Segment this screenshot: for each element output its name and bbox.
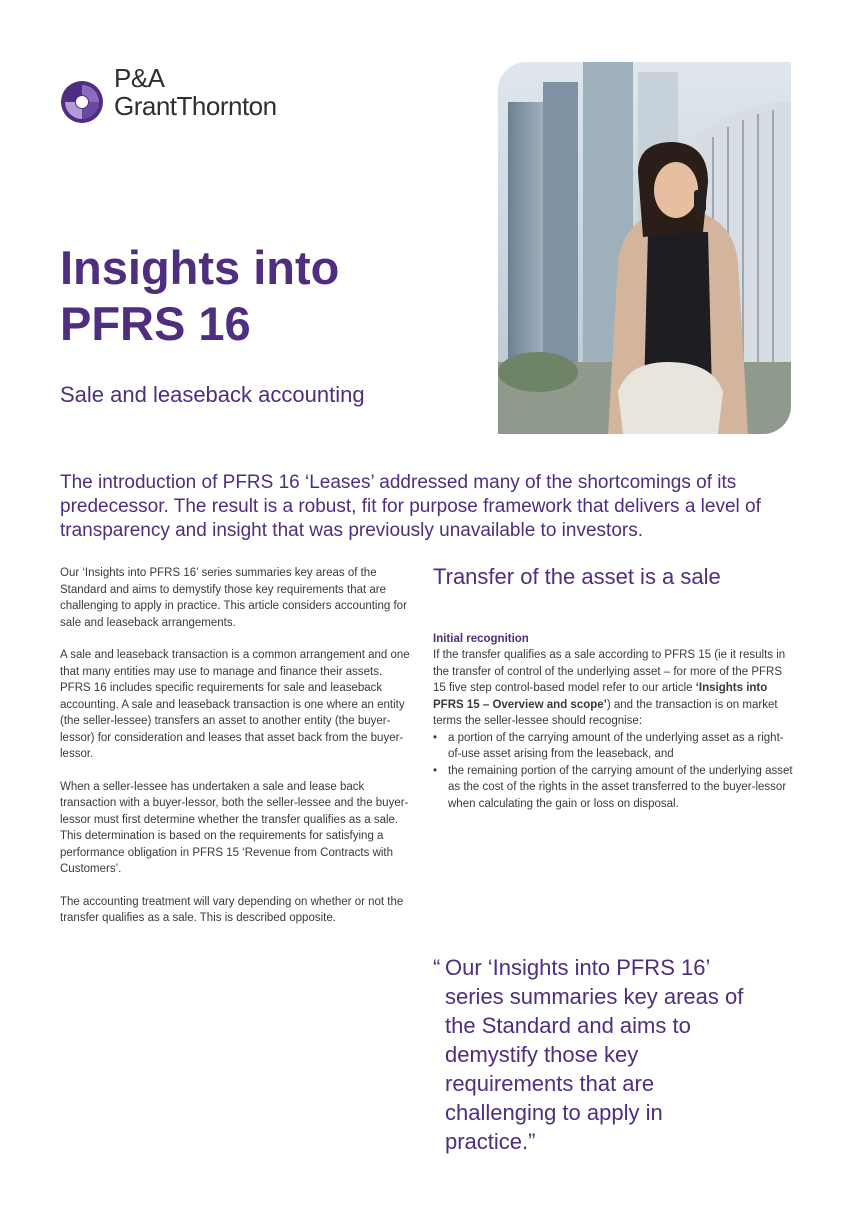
quote-text: Our ‘Insights into PFRS 16’ series summaries key areas of the Standard and aims to demystify those key requirements that are challenging to apply in practice.”	[445, 955, 744, 1154]
left-column	[60, 565, 415, 943]
list-item: • a portion of the carrying amount of the underlying asset as a right-of-use asset arising from the leaseback, and	[433, 730, 793, 763]
title-line-1: Insights into	[60, 241, 340, 294]
section-body	[433, 647, 793, 730]
recognition-list	[433, 730, 793, 813]
brand-logo	[60, 60, 277, 124]
intro-paragraph: The introduction of PFRS 16 ‘Leases’ addressed many of the shortcomings of its predecessor. The result is a robust, fit for purpose framework that delivers a level of transparency and insight that was previously unavailable to investors.	[60, 472, 761, 541]
brand-line-2: GrantThornton	[114, 91, 277, 121]
grant-thornton-logo-icon	[60, 80, 104, 124]
left-paragraph-3: When a seller-lessee has undertaken a sale and lease back transaction with a buyer-lessor, both the seller-lessee and the buyer-lessor must first determine whether the transfer qualifies as a sale. This determination is based on the requirements for satisfying a performance obligation in PFRS 15 ‘Revenue from Contracts with Customers’.	[60, 780, 409, 875]
body-text-before: If the transfer qualifies as a sale according to PFRS 15 (ie it results in the transfer of control of the underlying asset – for more of the PFRS 15 five step control-based model refer to our article	[433, 649, 786, 694]
left-paragraph-2: A sale and leaseback transaction is a common arrangement and one that many entities may use to manage and finance their assets. PFRS 16 includes specific requirements for sale and leaseback accounting. A sale and leaseback transaction is one where an entity (the seller-lessee) transfers an asset to another entity (the buyer-lessor) for consideration and leases that asset back from the buyer-lessor.	[60, 649, 410, 760]
page-subtitle: Sale and leaseback accounting	[60, 382, 365, 407]
quote-open-mark: “	[433, 955, 441, 980]
businesswoman-photo-illustration	[498, 62, 791, 434]
page-title	[60, 240, 480, 352]
left-paragraph-4: The accounting treatment will vary depending on whether or not the transfer qualifies as a sale. This is described opposite.	[60, 895, 404, 924]
right-column	[433, 563, 793, 812]
article-reference: ‘Insights into PFRS 15 – Overview and scope’	[433, 682, 768, 711]
brand-line-1: P&A	[114, 63, 165, 93]
title-line-2: PFRS 16	[60, 297, 251, 350]
section-heading: Transfer of the asset is a sale	[433, 564, 721, 589]
list-item: • the remaining portion of the carrying amount of the underlying asset as the cost of the rights in the asset transferred to the buyer-lessor when calculating the gain or loss on disposal.	[433, 763, 793, 813]
hero-photo	[498, 62, 791, 434]
section-subheading: Initial recognition	[433, 633, 529, 645]
pull-quote	[433, 953, 753, 1156]
body-text-after: ) and the transaction is on market terms the seller-lessee should recognise:	[433, 698, 778, 727]
left-paragraph-1: Our ‘Insights into PFRS 16’ series summaries key areas of the Standard and aims to demystify those key requirements that are challenging to apply in practice. This article considers accounting for sale and leaseback arrangements.	[60, 567, 407, 629]
